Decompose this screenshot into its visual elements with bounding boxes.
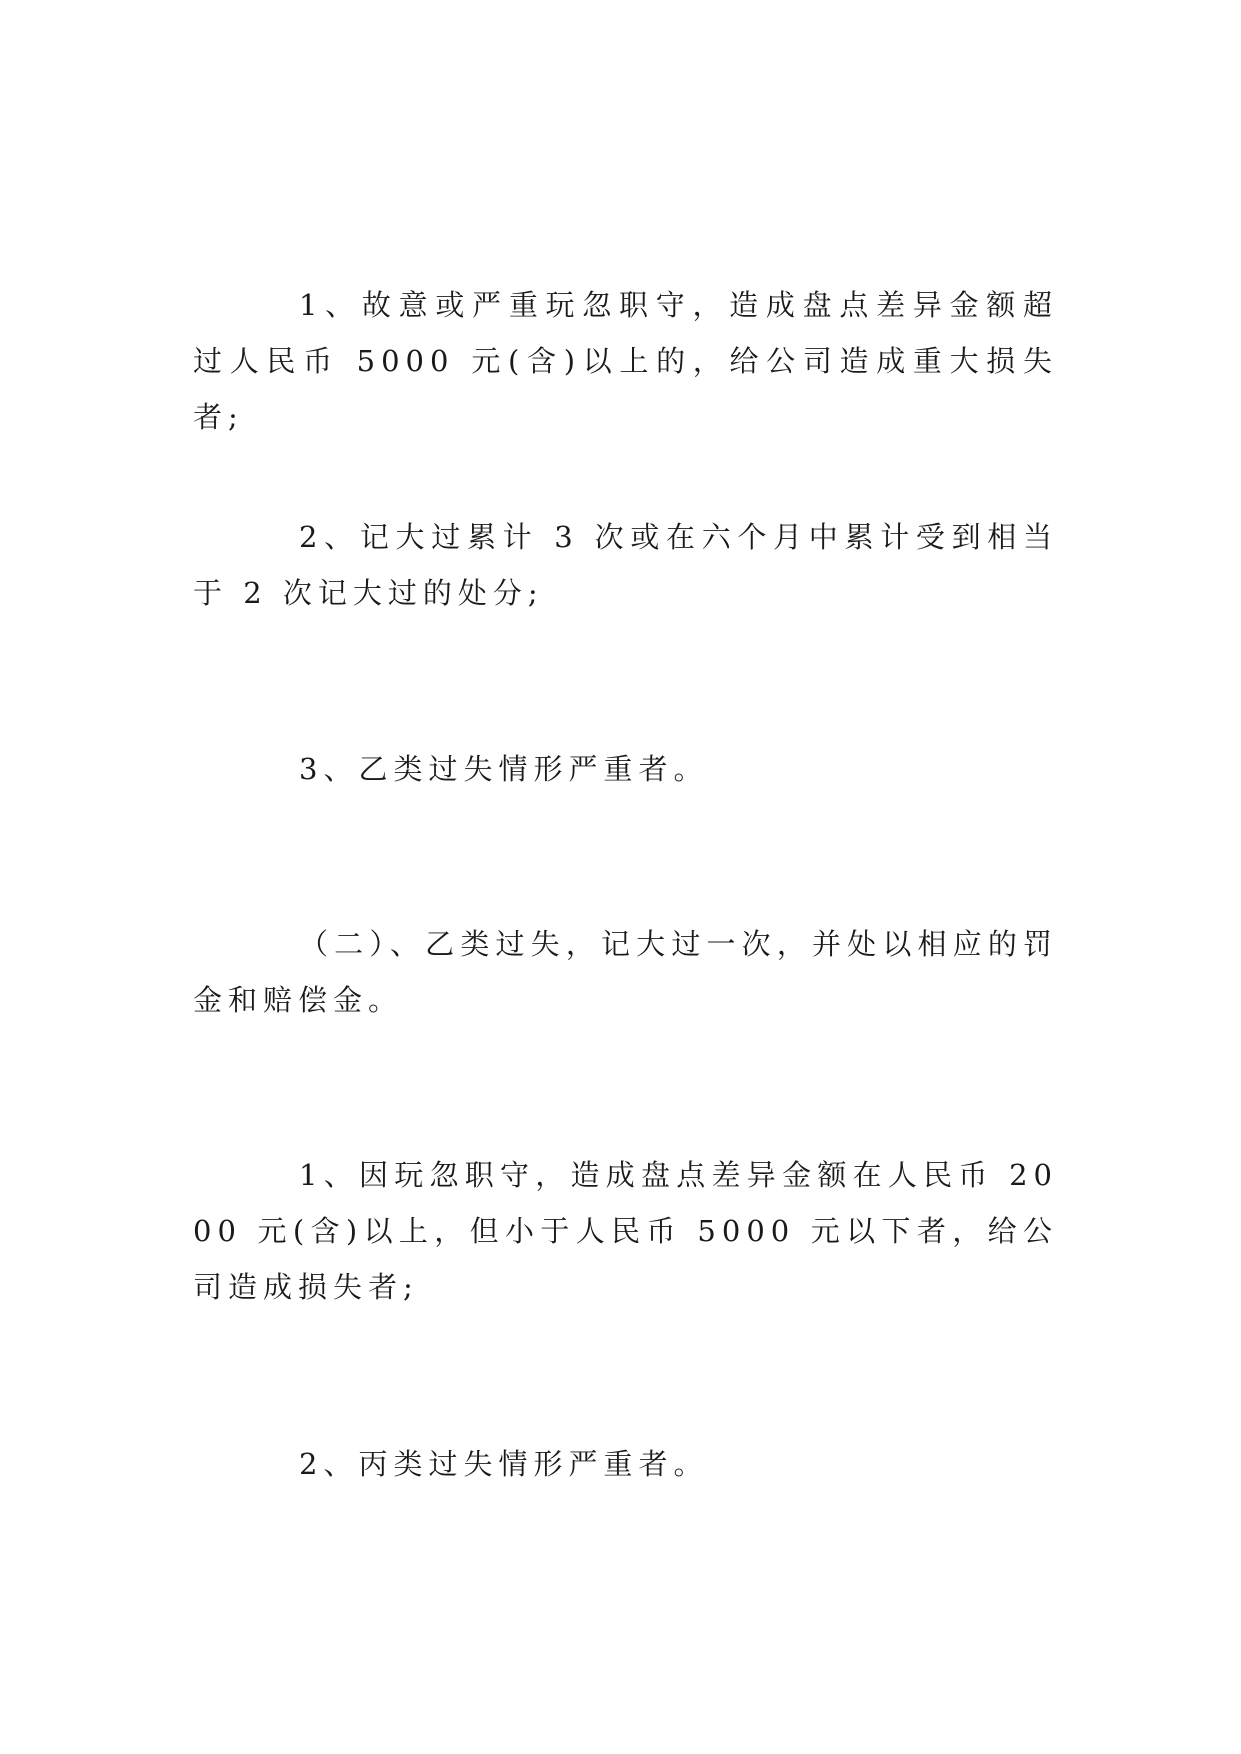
paragraph-5: 1、因玩忽职守，造成盘点差异金额在人民币 2000 元(含)以上，但小于人民币 5000 元以下者，给公司造成损失者; (193, 1158, 1058, 1304)
paragraph-1: 1、故意或严重玩忽职守，造成盘点差异金额超过人民币 5000 元(含)以上的，给公司造成重大损失者; (193, 288, 1058, 434)
paragraph-3: 3、乙类过失情形严重者。 (299, 752, 709, 786)
paragraph-4: （二）、乙类过失，记大过一次，并处以相应的罚金和赔偿金。 (193, 927, 1058, 1017)
paragraph-2: 2、记大过累计 3 次或在六个月中累计受到相当于 2 次记大过的处分; (193, 520, 1058, 610)
paragraph-6: 2、丙类过失情形严重者。 (299, 1447, 709, 1481)
